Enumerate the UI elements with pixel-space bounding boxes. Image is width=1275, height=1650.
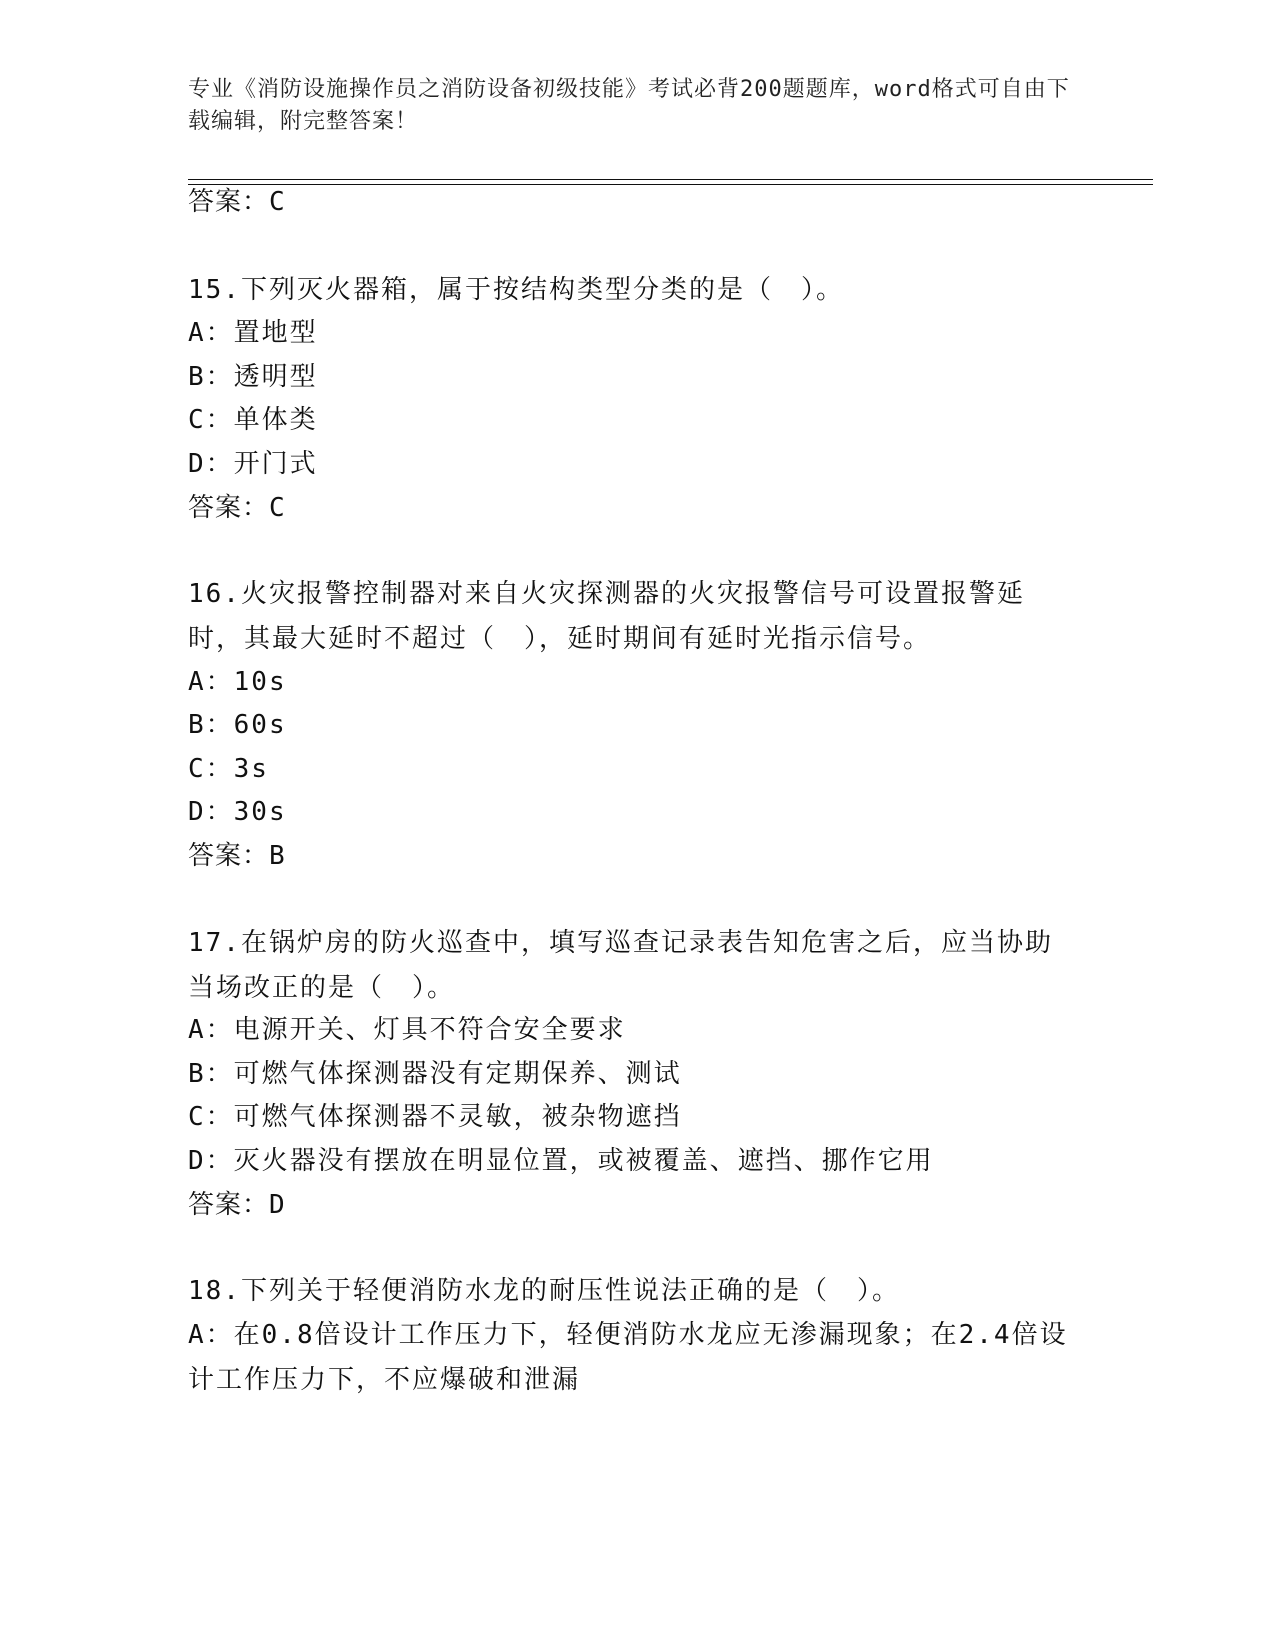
question-17-option-d: D：灭火器没有摆放在明显位置，或被覆盖、遮挡、挪作它用 [188, 1146, 934, 1176]
answer-value: C [269, 187, 285, 217]
question-15-answer [188, 491, 285, 525]
question-15-text: 15.下列灭火器箱，属于按结构类型分类的是（ ）。 [188, 275, 844, 305]
question-15-option-d: D：开门式 [188, 449, 318, 479]
question-17-option-a: A：电源开关、灯具不符合安全要求 [188, 1015, 626, 1045]
answer-label: 答案： [188, 493, 270, 523]
answer-value: D [269, 1190, 285, 1220]
question-17-text: 17.在锅炉房的防火巡查中，填写巡查记录表告知危害之后，应当协助当场改正的是（ ）。 [188, 928, 1053, 1003]
header-rule-bottom [188, 184, 1153, 185]
question-17-option-c: C：可燃气体探测器不灵敏，被杂物遮挡 [188, 1102, 682, 1132]
answer-line [188, 185, 285, 219]
question-16-option-a: A：10s [188, 667, 287, 697]
question-16-option-b: B：60s [188, 710, 287, 740]
answer-label: 答案： [188, 841, 270, 871]
question-15-option-c: C：单体类 [188, 405, 318, 435]
question-17-option-b: B：可燃气体探测器没有定期保养、测试 [188, 1059, 682, 1089]
question-16-answer [188, 839, 285, 873]
answer-value: B [269, 841, 285, 871]
question-18-text: 18.下列关于轻便消防水龙的耐压性说法正确的是（ ）。 [188, 1276, 900, 1306]
question-16-text: 16.火灾报警控制器对来自火灾探测器的火灾报警信号可设置报警延时，其最大延时不超过（ ），延时期间有延时光指示信号。 [188, 579, 1025, 654]
answer-value: C [269, 493, 285, 523]
question-15-option-a: A：置地型 [188, 318, 318, 348]
question-16-option-d: D：30s [188, 797, 287, 827]
question-15-option-b: B：透明型 [188, 362, 318, 392]
question-16-option-c: C：3s [188, 754, 269, 784]
document-header: 专业《消防设施操作员之消防设备初级技能》考试必背200题题库，word格式可自由下载编辑，附完整答案！ [188, 77, 1070, 134]
header-rule-top [188, 179, 1153, 180]
question-17-answer [188, 1188, 285, 1222]
answer-label: 答案： [188, 1190, 270, 1220]
question-18-option-a: A：在0.8倍设计工作压力下，轻便消防水龙应无渗漏现象；在2.4倍设计工作压力下，不应爆破和泄漏 [188, 1320, 1068, 1395]
answer-label: 答案： [188, 187, 270, 217]
